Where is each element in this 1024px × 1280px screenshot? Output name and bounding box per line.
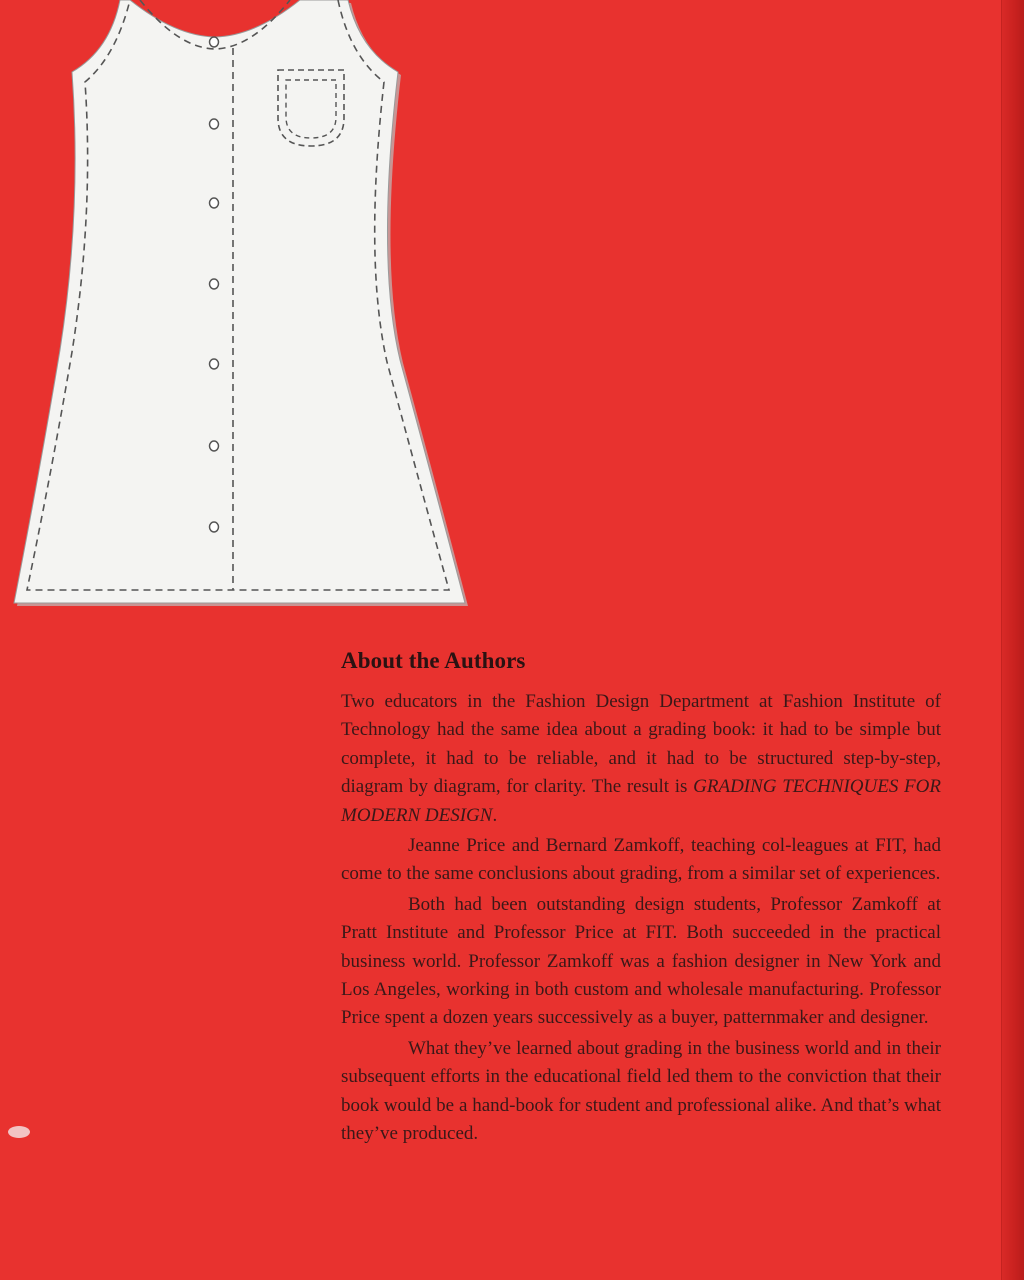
book-title: GRADING TECHNIQUES FOR MODERN DESIGN	[341, 776, 941, 826]
intro-text: Two educators in the Fashion Design Department at Fashion Institute of Technology had the same idea about a grading book: it had to be simple but complete, it had to be reliable, and it had to be structured step-by-step, diagram by diagram, for clarity. The result is	[341, 691, 941, 798]
shirt-dress-pattern-icon	[0, 0, 470, 610]
section-heading: About the Authors	[341, 648, 526, 673]
button-icon	[210, 37, 219, 47]
intro-end: .	[492, 804, 498, 826]
button-icon	[210, 522, 219, 532]
paper-blemish	[8, 1126, 30, 1138]
about-the-authors-section	[341, 648, 941, 1151]
button-icon	[210, 359, 219, 369]
paragraph-backgrounds: Both had been outstanding design students, Professor Zamkoff at Pratt Institute and Professor Price at FIT. Both succeeded in the practical business world. Professor Zamkoff was a fashion designer in New York and Los Angeles, working in both custom and wholesale manufacturing. Professor Price spent a dozen years successively as a buyer, patternmaker and designer.	[341, 893, 941, 1029]
button-icon	[210, 441, 219, 451]
paragraph-colleagues: Jeanne Price and Bernard Zamkoff, teaching col-leagues at FIT, had come to the same conclusions about grading, from a similar set of experiences.	[341, 835, 941, 885]
paragraph-intro	[341, 688, 941, 830]
spine-edge	[1002, 0, 1024, 1280]
button-icon	[210, 119, 219, 129]
button-icon	[210, 198, 219, 208]
paragraph-conviction: What they’ve learned about grading in the business world and in their subsequent efforts in the educational field led them to the conviction that their book would be a hand-book for student and professional alike. And that’s what they’ve produced.	[341, 1037, 941, 1145]
button-icon	[210, 279, 219, 289]
